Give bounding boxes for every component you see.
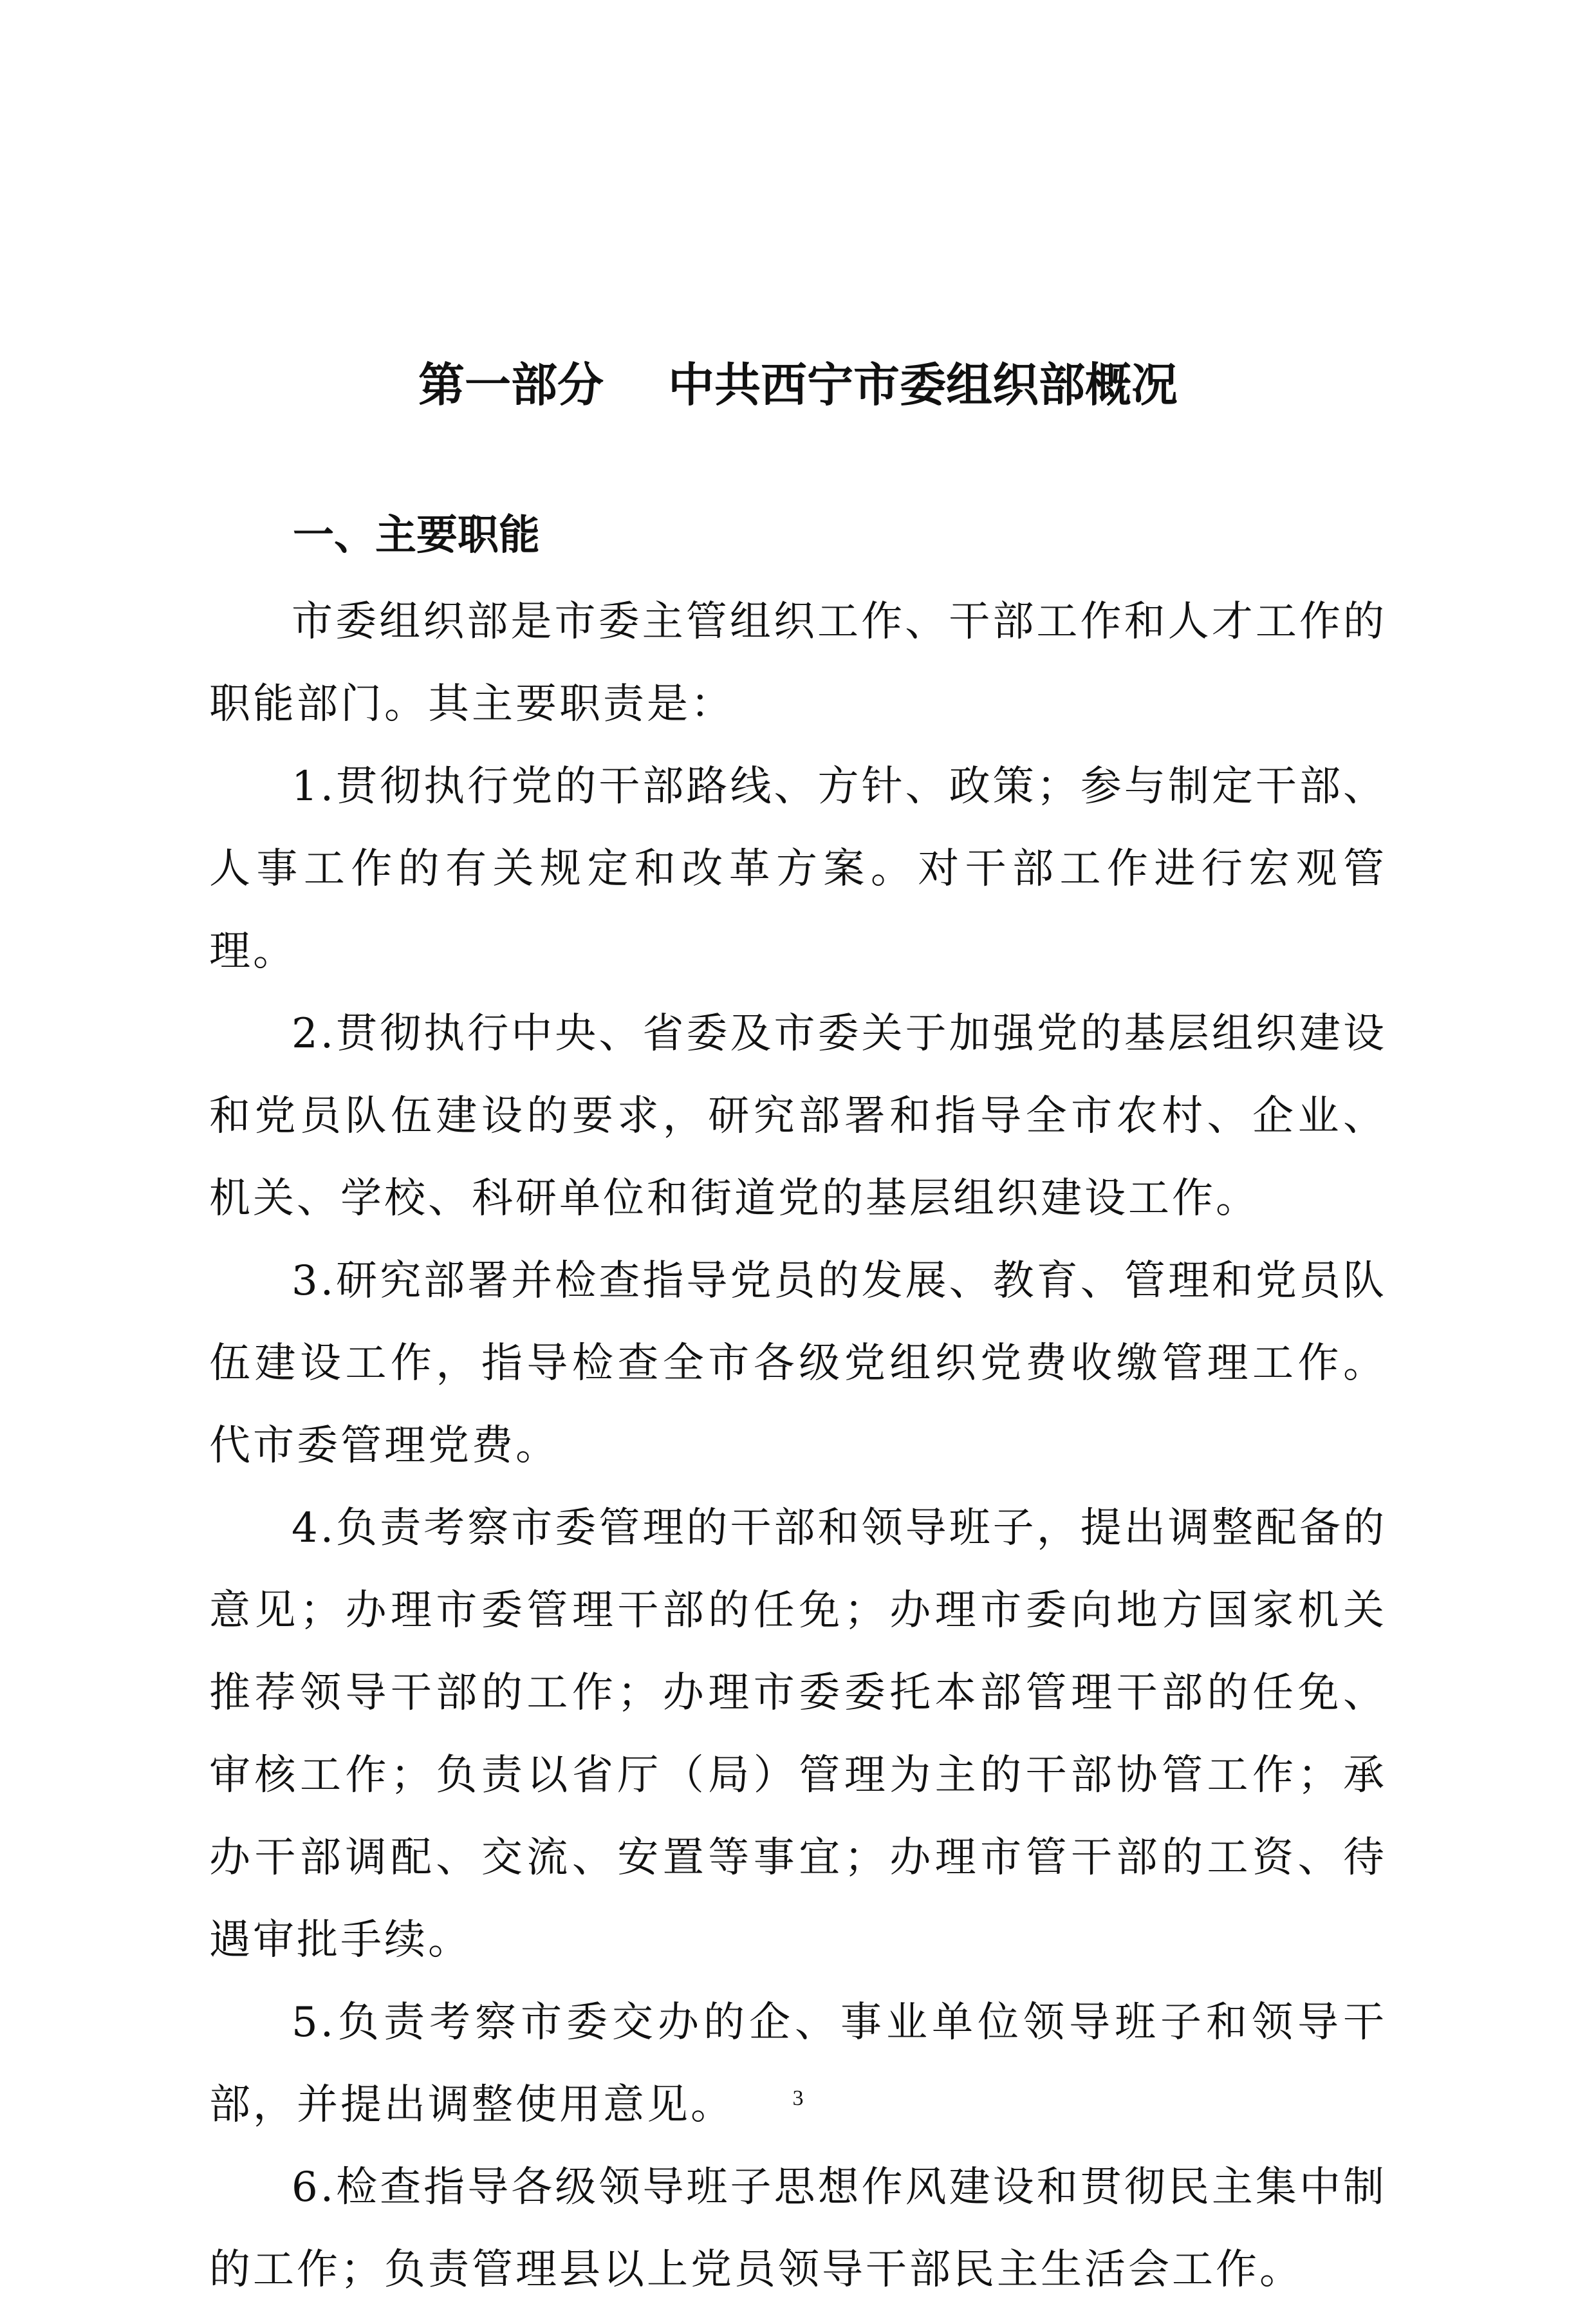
page-number: 3 — [792, 2086, 804, 2110]
part-title-name: 中共西宁市委组织部概况 — [668, 358, 1178, 412]
intro-paragraph: 市委组织部是市委主管组织工作、干部工作和人才工作的职能部门。其主要职责是： — [209, 598, 1387, 728]
part-title-label: 第一部分 — [418, 358, 604, 412]
duty-item-1: 1.贯彻执行党的干部路线、方针、政策；参与制定干部、人事工作的有关规定和改革方案。对干部工作进行宏观管理。 — [209, 763, 1387, 975]
duty-item-2: 2.贯彻执行中央、省委及市委关于加强党的基层组织建设和党员队伍建设的要求，研究部署和指导全市农村、企业、机关、学校、科研单位和街道党的基层组织建设工作。 — [209, 1010, 1387, 1222]
duty-item-5: 5.负责考察市委交办的企、事业单位领导班子和领导干部，并提出调整使用意见。 — [209, 1999, 1387, 2129]
duty-item-3: 3.研究部署并检查指导党员的发展、教育、管理和党员队伍建设工作，指导检查全市各级党组织党费收缴管理工作。代市委管理党费。 — [209, 1257, 1387, 1470]
section-heading: 一、主要职能 — [293, 512, 540, 559]
part-title — [212, 353, 1384, 417]
duty-item-4: 4.负责考察市委管理的干部和领导班子，提出调整配备的意见；办理市委管理干部的任免；办理市委向地方国家机关推荐领导干部的工作；办理市委委托本部管理干部的任免、审核工作；负责以省厅（局）管理为主的干部协管工作；承办干部调配、交流、安置等事宜；办理市管干部的工资、待遇审批手续。 — [209, 1504, 1387, 1964]
body-text — [209, 581, 1387, 2311]
duty-item-6: 6.检查指导各级领导班子思想作风建设和贯彻民主集中制的工作；负责管理县以上党员领导干部民主生活会工作。 — [209, 2164, 1387, 2294]
